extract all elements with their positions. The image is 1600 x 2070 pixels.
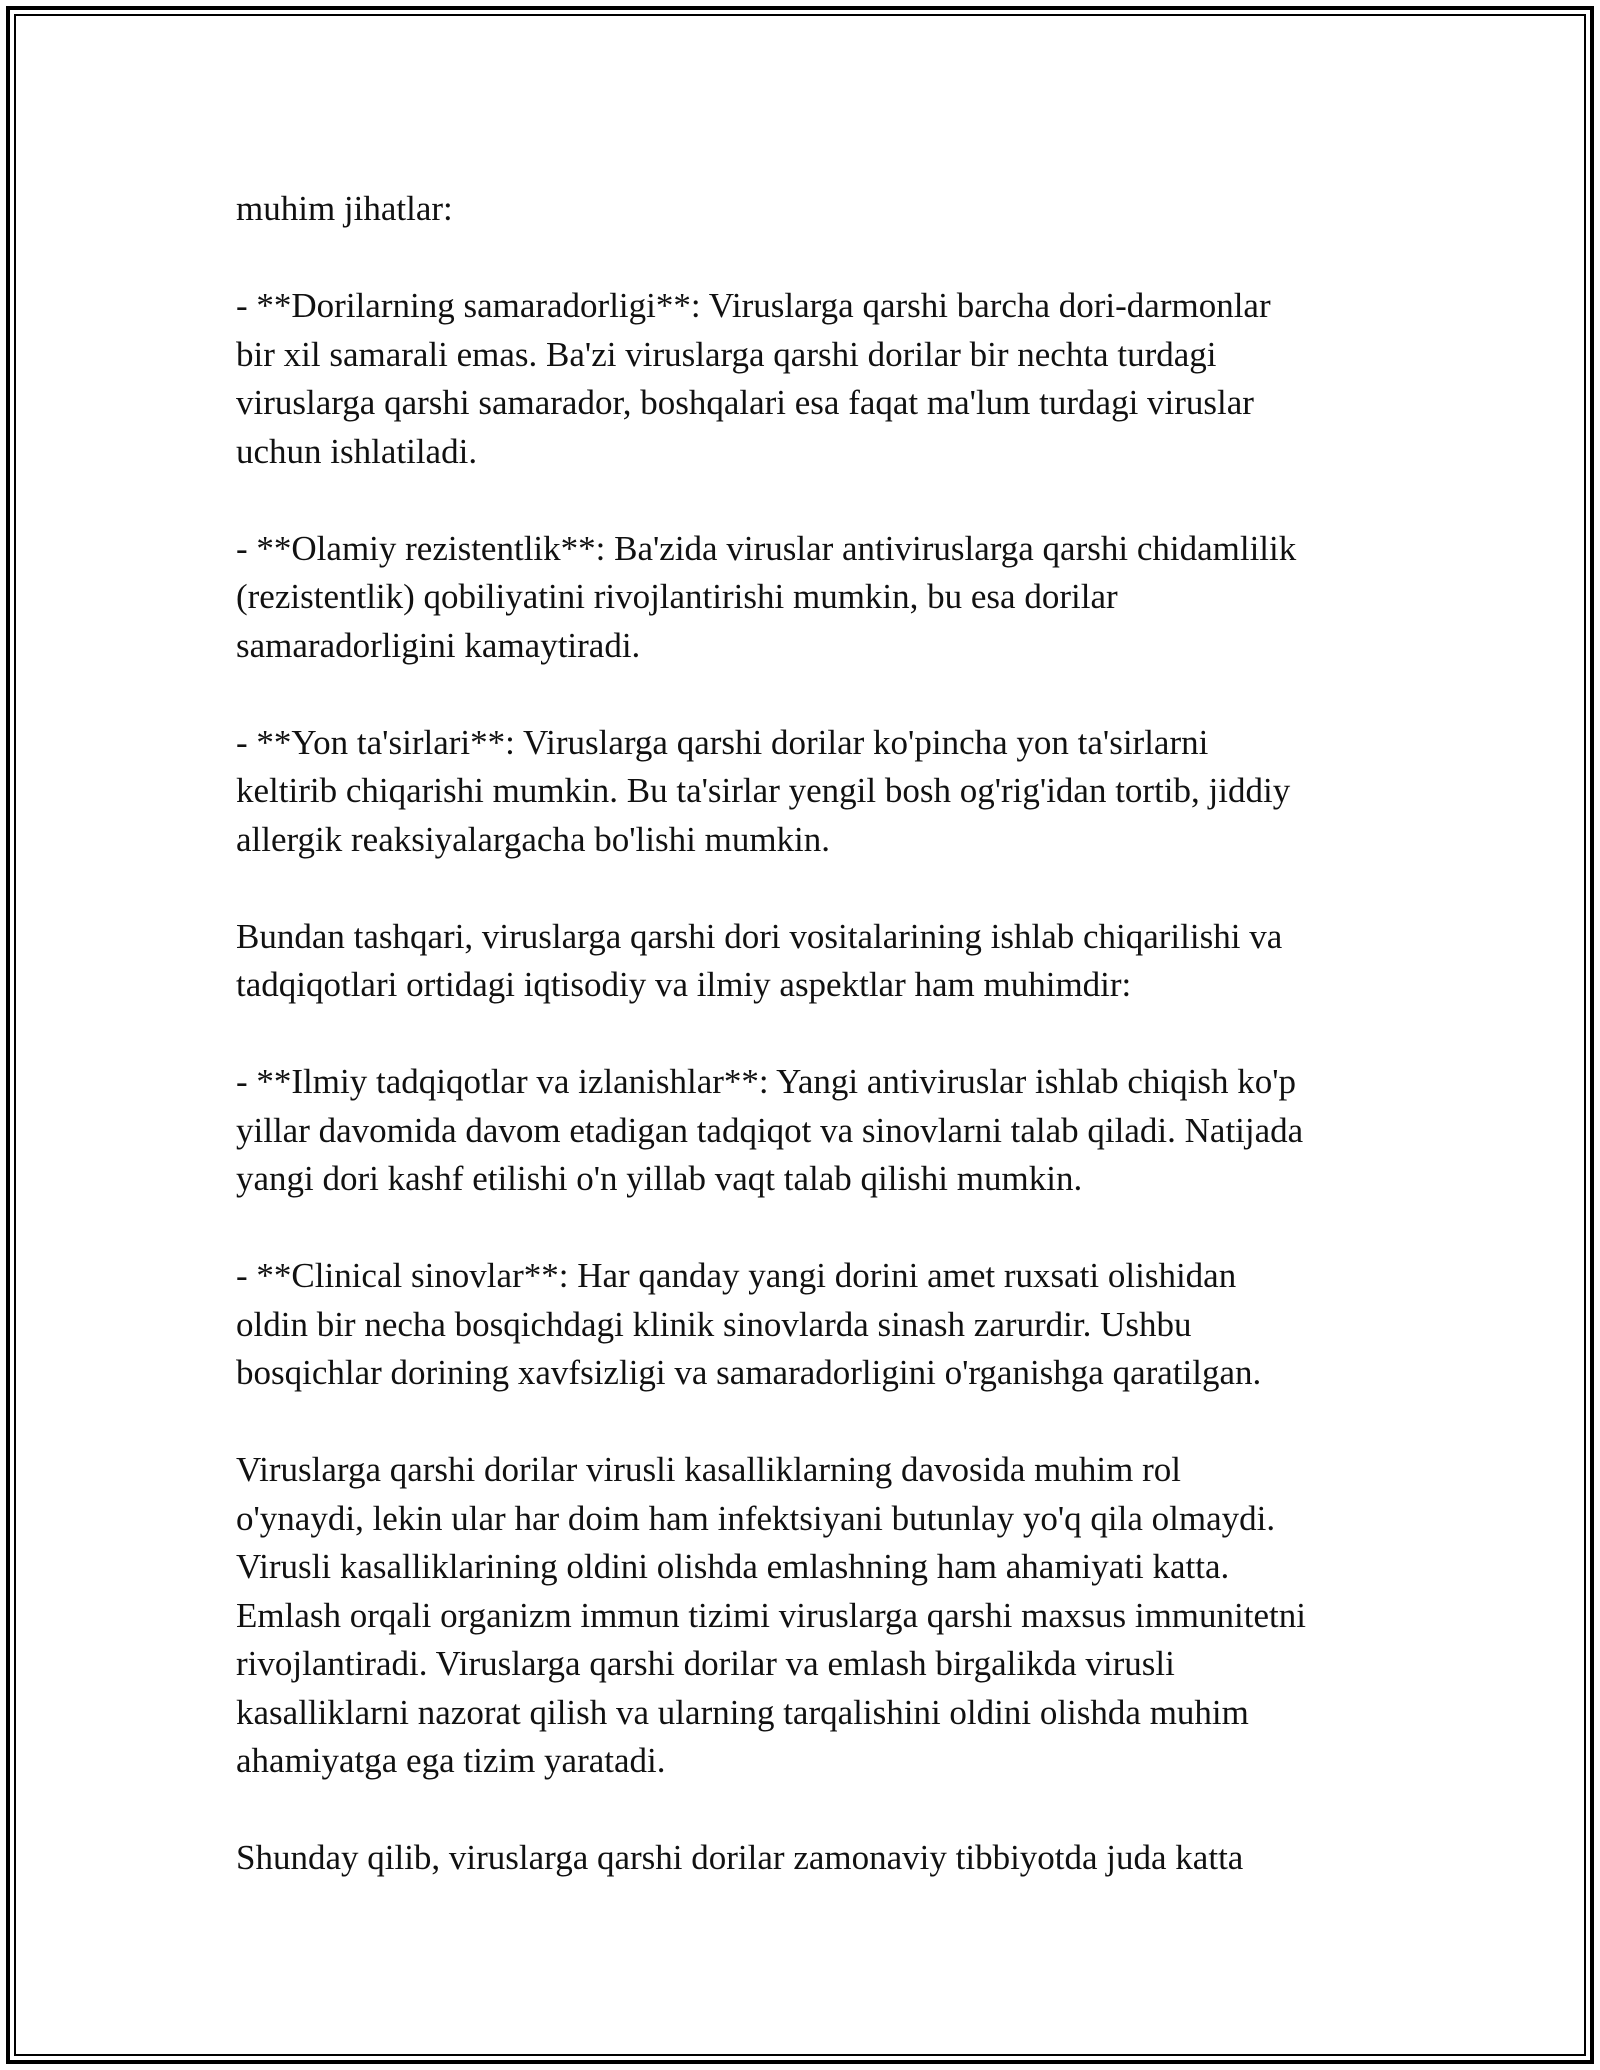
text-line: uchun ishlatiladi. [236,431,478,471]
text-line: kasalliklarni nazorat qilish va ularning tarqalishini oldini olishda muhim [236,1692,1249,1732]
paragraph [236,282,1386,476]
paragraph [236,913,1386,1010]
paragraph [236,1058,1386,1204]
text-line: bosqichlar dorining xavfsizligi va samaradorligini o'rganishga qaratilgan. [236,1353,1262,1392]
text-line: yangi dori kashf etilishi o'n yillab vaqt talab qilishi mumkin. [236,1159,1083,1198]
text-line: Virusli kasalliklarining oldini olishda emlashning ham ahamiyati katta. [236,1547,1230,1586]
text-line: muhim jihatlar: [236,189,453,228]
text-line: rivojlantiradi. Viruslarga qarshi dorilar va emlash birgalikda virusli [236,1644,1175,1683]
text-line: (rezistentlik) qobiliyatini rivojlantirishi mumkin, bu esa dorilar [236,577,1118,616]
paragraph [236,1252,1386,1398]
text-line: - **Clinical sinovlar**: Har qanday yangi dorini amet ruxsati olishidan [236,1256,1237,1295]
text-line: keltirib chiqarishi mumkin. Bu ta'sirlar yengil bosh og'rig'idan tortib, jiddiy [236,771,1291,810]
text-line: - **Ilmiy tadqiqotlar va izlanishlar**: Yangi antiviruslar ishlab chiqish ko'p [236,1062,1297,1101]
text-line: tadqiqotlari ortidagi iqtisodiy va ilmiy aspektlar ham muhimdir: [236,965,1132,1004]
text-line: ahamiyatga ega tizim yaratadi. [236,1741,666,1780]
paragraph [236,1834,1386,1883]
text-line: oldin bir necha bosqichdagi klinik sinovlarda sinash zarurdir. Ushbu [236,1304,1192,1344]
text-line: Bundan tashqari, viruslarga qarshi dori vositalarining ishlab chiqarilishi va [236,916,1283,956]
paragraph [236,1446,1386,1786]
text-line: - **Olamiy rezistentlik**: Ba'zida viruslar antiviruslarga qarshi chidamlilik [236,528,1297,568]
document-body [236,185,1386,1883]
paragraph [236,525,1386,671]
text-line: yillar davomida davom etadigan tadqiqot va sinovlarni talab qiladi. Natijada [236,1110,1304,1150]
text-line: samaradorligini kamaytiradi. [236,625,641,665]
text-line: viruslarga qarshi samarador, boshqalari esa faqat ma'lum turdagi viruslar [236,383,1254,422]
paragraph [236,719,1386,865]
text-line: allergik reaksiyalargacha bo'lishi mumkin. [236,819,831,859]
paragraph [236,185,1386,234]
text-line: - **Yon ta'sirlari**: Viruslarga qarshi dorilar ko'pincha yon ta'sirlarni [236,722,1209,762]
text-line: Shunday qilib, viruslarga qarshi dorilar zamonaviy tibbiyotda juda katta [236,1838,1244,1877]
text-line: - **Dorilarning samaradorligi**: Viruslarga qarshi barcha dori-darmonlar [236,286,1271,325]
text-line: Viruslarga qarshi dorilar virusli kasalliklarning davosida muhim rol [236,1450,1181,1489]
text-line: o'ynaydi, lekin ular har doim ham infektsiyani butunlay yo'q qila olmaydi. [236,1498,1276,1538]
text-line: bir xil samarali emas. Ba'zi viruslarga qarshi dorilar bir nechta turdagi [236,334,1217,374]
text-line: Emlash orqali organizm immun tizimi viruslarga qarshi maxsus immunitetni [236,1595,1306,1635]
